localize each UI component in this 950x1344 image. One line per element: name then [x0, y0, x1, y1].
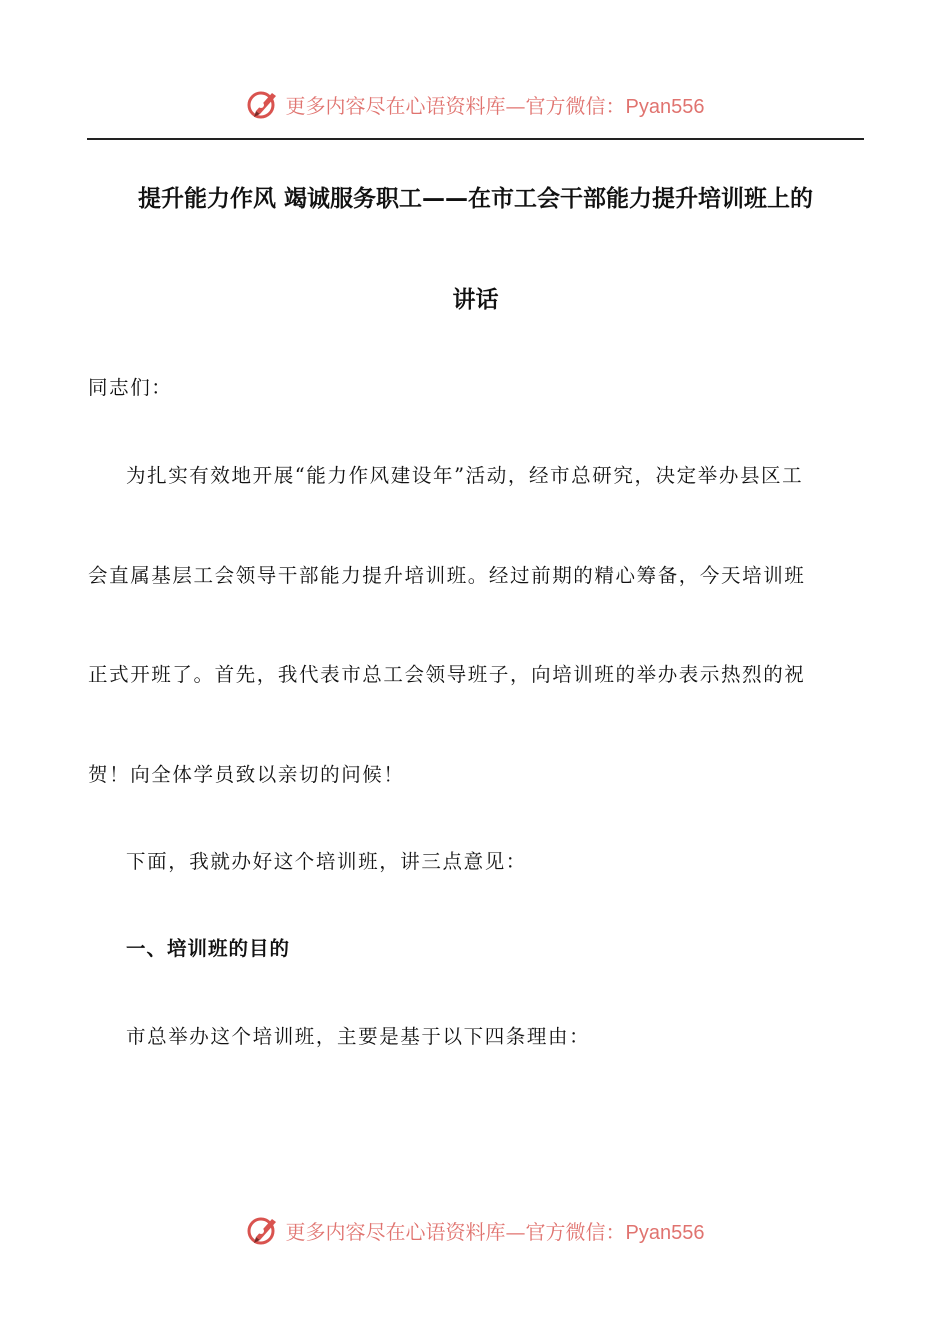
watermark-content	[246, 87, 705, 121]
watermark-text	[286, 1216, 705, 1245]
watermark-content	[246, 1213, 705, 1247]
header-divider	[87, 138, 864, 140]
paragraph-1-line-1: 为扎实有效地开展“能力作风建设年”活动，经市总研究，决定举办县区工	[126, 464, 804, 487]
watermark-label: 更多内容尽在心语资料库—官方微信：	[285, 1219, 626, 1244]
watermark-text	[286, 90, 705, 119]
pen-logo-icon	[246, 1213, 280, 1247]
paragraph-1-line-3: 正式开班了。首先，我代表市总工会领导班子，向培训班的举办表示热烈的祝	[88, 663, 806, 686]
watermark-label: 更多内容尽在心语资料库—官方微信：	[285, 93, 626, 118]
document-title-line2: 讲话	[452, 287, 499, 313]
paragraph-3: 市总举办这个培训班，主要是基于以下四条理由：	[126, 1025, 591, 1048]
paragraph-2: 下面，我就办好这个培训班，讲三点意见：	[126, 850, 527, 873]
paragraph-1-line-4: 贺！向全体学员致以亲切的问候！	[88, 763, 405, 786]
paragraph-1-line-2: 会直属基层工会领导干部能力提升培训班。经过前期的精心筹备，今天培训班	[88, 564, 806, 587]
pen-logo-icon	[246, 87, 280, 121]
document-title-line1: 提升能力作风 竭诚服务职工——在市工会干部能力提升培训班上的	[137, 186, 813, 212]
footer-watermark-banner	[0, 1210, 950, 1250]
watermark-wechat-id: Pyan556	[625, 95, 705, 118]
header-watermark-banner	[0, 84, 950, 124]
section-heading-1: 一、培训班的目的	[126, 937, 291, 960]
salutation: 同志们：	[88, 376, 173, 399]
watermark-wechat-id: Pyan556	[625, 1221, 705, 1244]
